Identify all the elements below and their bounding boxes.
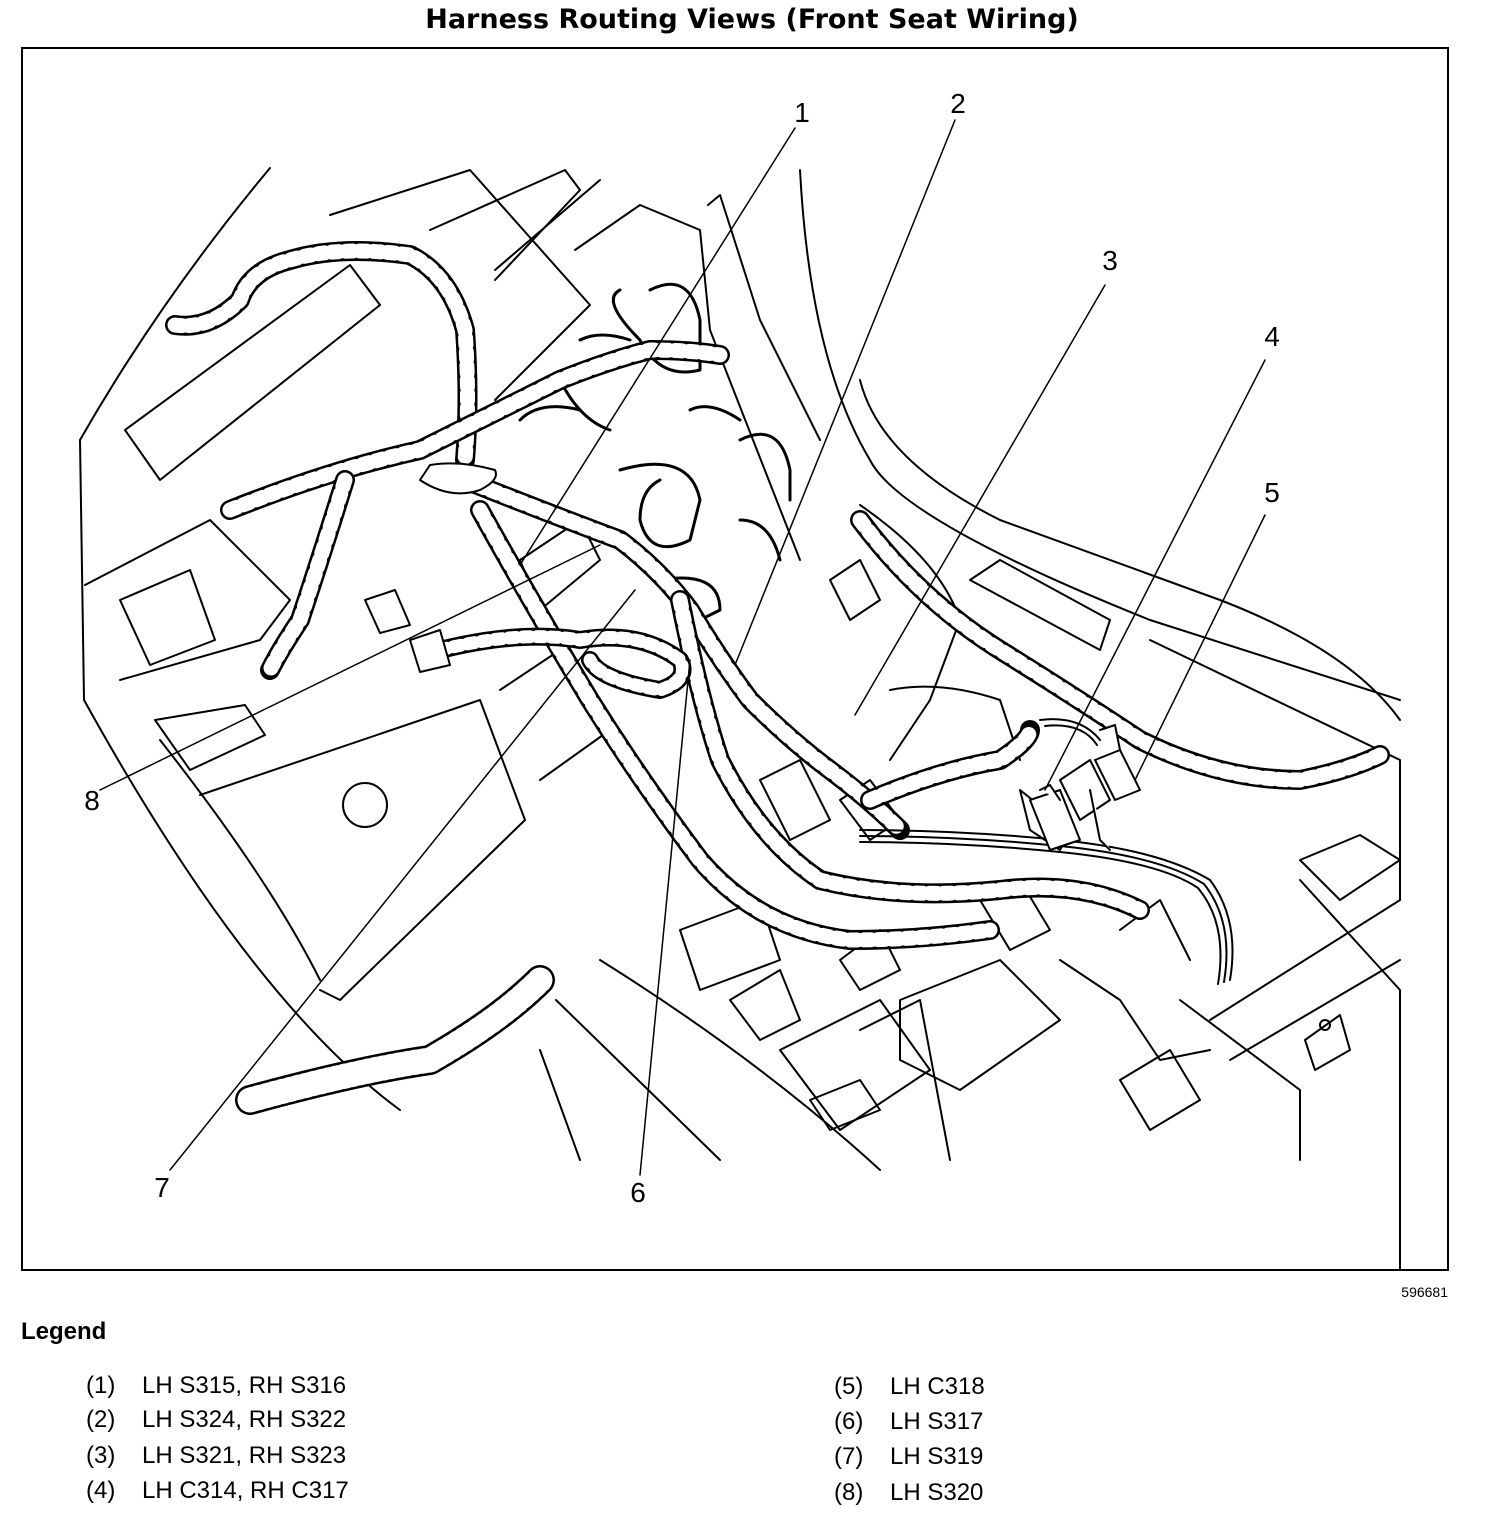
leader-7 <box>170 590 635 1170</box>
legend-item <box>834 1373 985 1401</box>
callout-4: 4 <box>1264 321 1280 352</box>
legend-item-number: (7) <box>834 1443 864 1470</box>
callout-6: 6 <box>630 1177 646 1208</box>
legend-item-number: (3) <box>86 1442 116 1469</box>
legend-title: Legend <box>21 1318 107 1345</box>
leader-8 <box>100 545 600 790</box>
leader-4 <box>1045 360 1265 790</box>
legend-item <box>86 1477 349 1505</box>
legend-item <box>834 1443 983 1471</box>
legend-item <box>86 1406 346 1434</box>
callout-3: 3 <box>1102 245 1118 276</box>
legend-item-text: LH S324, RH S322 <box>142 1406 347 1433</box>
legend-item <box>834 1408 983 1436</box>
legend-item-text: LH C318 <box>890 1373 985 1400</box>
leader-3 <box>855 285 1105 715</box>
legend-item <box>86 1372 346 1400</box>
callout-2: 2 <box>950 88 966 119</box>
callout-7: 7 <box>154 1172 170 1203</box>
legend-item-number: (2) <box>86 1406 116 1433</box>
leader-5 <box>1135 515 1265 780</box>
callout-5: 5 <box>1264 477 1280 508</box>
legend-item <box>86 1442 346 1470</box>
figure-id: 596681 <box>1401 1284 1448 1300</box>
diagram-title: Harness Routing Views (Front Seat Wiring) <box>425 4 1079 35</box>
leader-1 <box>520 128 795 565</box>
legend-item-text: LH S320 <box>890 1479 984 1506</box>
legend-item-text: LH S317 <box>890 1408 984 1435</box>
legend-item-text: LH C314, RH C317 <box>142 1477 349 1504</box>
legend-item-text: LH S315, RH S316 <box>142 1372 347 1399</box>
legend-item <box>834 1479 983 1507</box>
legend-item-number: (5) <box>834 1373 864 1400</box>
callout-1: 1 <box>794 97 810 128</box>
legend-item-text: LH S321, RH S323 <box>142 1442 347 1469</box>
legend-item-number: (6) <box>834 1408 864 1435</box>
legend-item-text: LH S319 <box>890 1443 984 1470</box>
leader-6 <box>640 660 690 1175</box>
legend-item-number: (1) <box>86 1372 116 1399</box>
callout-8: 8 <box>84 785 100 816</box>
legend-item-number: (4) <box>86 1477 116 1504</box>
legend-item-number: (8) <box>834 1479 864 1506</box>
